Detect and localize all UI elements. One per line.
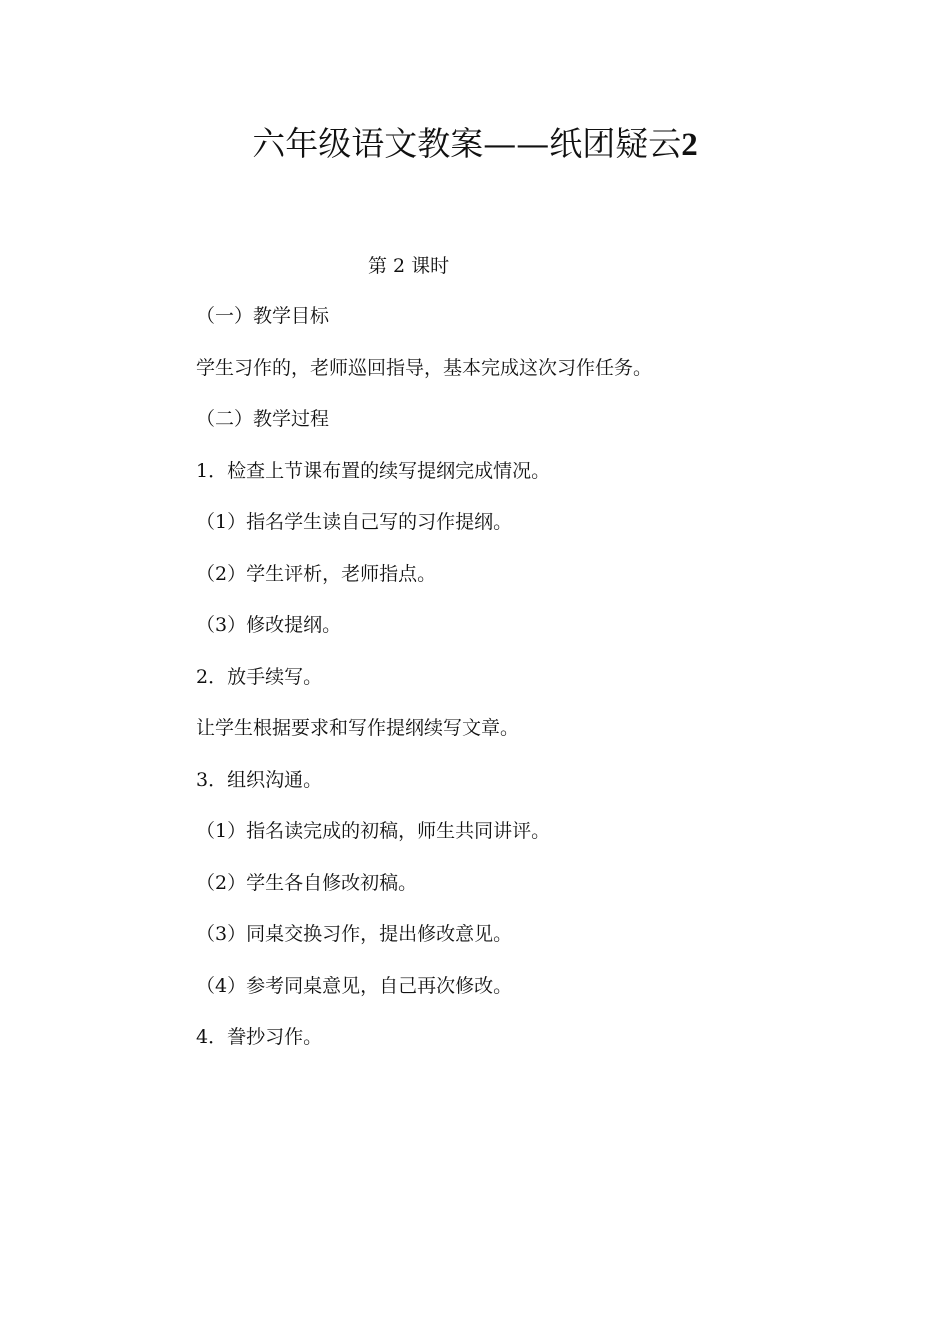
step-3-item-1: （1）指名读完成的初稿，师生共同讲评。 bbox=[196, 820, 551, 842]
step-3-item-2: （2）学生各自修改初稿。 bbox=[196, 871, 418, 894]
step-1-item-3: （3）修改提纲。 bbox=[196, 614, 342, 636]
section-heading-process: （二）教学过程 bbox=[196, 408, 330, 430]
step-3-item-3: （3）同桌交换习作，提出修改意见。 bbox=[196, 923, 513, 945]
document-body bbox=[196, 302, 896, 1075]
step-1-item-1: （1）指名学生读自己写的习作提纲。 bbox=[196, 511, 513, 533]
step-1-heading: 1．检查上节课布置的续写提纲完成情况。 bbox=[196, 459, 551, 482]
step-3-item-4: （4）参考同桌意见，自己再次修改。 bbox=[196, 974, 513, 997]
step-4-heading: 4．誊抄习作。 bbox=[196, 1026, 323, 1048]
document-title-text: 六年级语文教案——纸团疑云 bbox=[252, 124, 682, 163]
step-2-paragraph: 让学生根据要求和写作提纲续写文章。 bbox=[196, 717, 520, 739]
step-3-heading: 3．组织沟通。 bbox=[196, 768, 323, 791]
paragraph-objective: 学生习作的，老师巡回指导，基本完成这次习作任务。 bbox=[196, 356, 653, 379]
document-title bbox=[0, 120, 950, 169]
section-heading-objectives: （一）教学目标 bbox=[196, 305, 330, 327]
step-2-heading: 2．放手续写。 bbox=[196, 665, 323, 688]
document-title-number: 2 bbox=[681, 127, 698, 163]
step-1-item-2: （2）学生评析，老师指点。 bbox=[196, 562, 437, 585]
lesson-period-heading: 第 2 课时 bbox=[368, 255, 450, 277]
